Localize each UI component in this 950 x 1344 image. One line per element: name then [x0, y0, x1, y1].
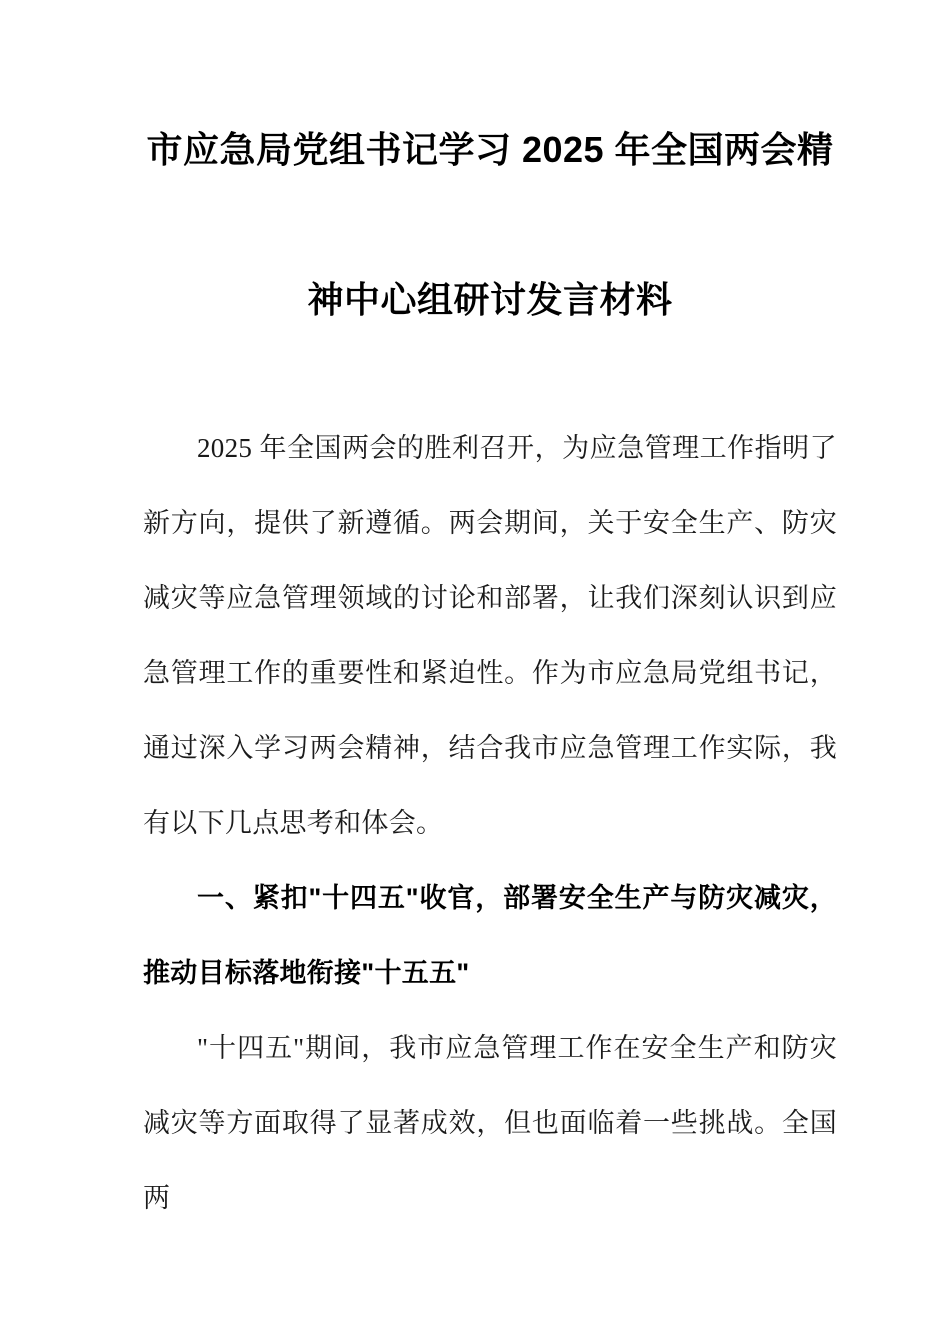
body-paragraph-intro: 2025 年全国两会的胜利召开，为应急管理工作指明了新方向，提供了新遵循。两会期间，关于安全生产、防灾减灾等应急管理领域的讨论和部署，让我们深刻认识到应急管理工作的重要性和紧迫性。作为市应急局党组书记，通过深入学习两会精神，结合我市应急管理工作实际，我有以下几点思考和体会。 — [143, 433, 837, 838]
section-heading-1: 一、紧扣"十四五"收官，部署安全生产与防灾减灾，推动目标落地衔接"十五五" — [143, 883, 837, 988]
body-paragraph-section-1: "十四五"期间，我市应急管理工作在安全生产和防灾减灾等方面取得了显著成效，但也面临着一些挑战。全国两 — [143, 1033, 837, 1213]
document-title: 市应急局党组书记学习 2025 年全国两会精神中心组研讨发言材料 — [146, 129, 834, 320]
document-content — [143, 0, 837, 1236]
